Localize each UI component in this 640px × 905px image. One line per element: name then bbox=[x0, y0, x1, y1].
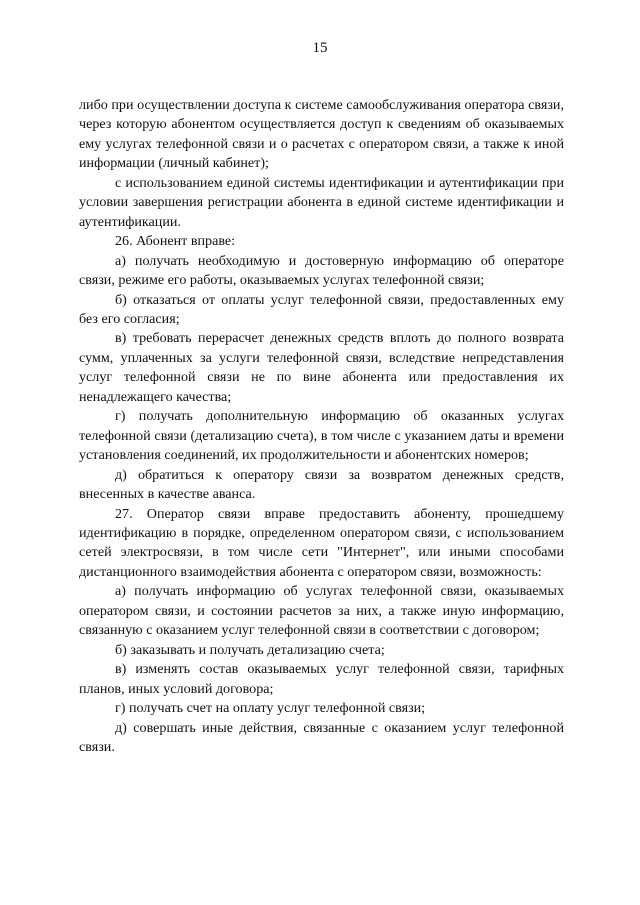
paragraph-esia: с использованием единой системы идентификации и аутентификации при условии завершения регистрации абонента в единой системе идентификации и аутентификации. bbox=[79, 174, 564, 230]
paragraph-26-a: а) получать необходимую и достоверную информацию об операторе связи, режиме его работы, оказываемых услугах телефонной связи; bbox=[79, 252, 564, 289]
paragraph-26-v: в) требовать перерасчет денежных средств вплоть до полного возврата сумм, уплаченных за услуги телефонной связи, вследствие непредставления услуг телефонной связи не по вине абонента или предоставления их ненадлежащего качества; bbox=[79, 330, 564, 405]
paragraph-27-v: в) изменять состав оказываемых услуг телефонной связи, тарифных планов, иных условий договора; bbox=[79, 661, 564, 697]
paragraph-27-g: г) получать счет на оплату услуг телефонной связи; bbox=[115, 700, 426, 717]
page-number: 15 bbox=[312, 40, 328, 56]
paragraph-access-continuation: либо при осуществлении доступа к системе самообслуживания оператора связи, через которую абонентом осуществляется доступ к сведениям об оказываемых ему услугах телефонной связи и о расчетах с оператором связи, а также к иной информации (личный кабинет); bbox=[79, 97, 564, 172]
paragraph-26-g: г) получать дополнительную информацию об оказанных услугах телефонной связи (детализацию счета), в том числе с указанием даты и времени установления соединений, их продолжительности и абонентских номеров; bbox=[79, 408, 564, 464]
paragraph-27-d: д) совершать иные действия, связанные с оказанием услуг телефонной связи. bbox=[79, 719, 564, 755]
document-body bbox=[79, 96, 564, 757]
paragraph-26-b: б) отказаться от оплаты услуг телефонной связи, предоставленных ему без его согласия; bbox=[79, 291, 564, 327]
paragraph-27-b: б) заказывать и получать детализацию счета; bbox=[115, 641, 385, 658]
paragraph-27-a: а) получать информацию об услугах телефонной связи, оказываемых оператором связи, и состоянии расчетов за них, а также иную информацию, связанную с оказанием услуг телефонной связи в соответствии с договором; bbox=[79, 583, 564, 639]
paragraph-26-d: д) обратиться к оператору связи за возвратом денежных средств, внесенных в качестве аванса. bbox=[79, 466, 564, 503]
paragraph-section-26-heading: 26. Абонент вправе: bbox=[115, 233, 236, 250]
paragraph-section-27-heading: 27. Оператор связи вправе предоставить абоненту, прошедшему идентификацию в порядке, определенном оператором связи, с использованием сетей электросвязи, в том числе сети "Интернет", или иными способами дистанционного взаимодействия абонента с оператором связи, возможность: bbox=[79, 505, 564, 580]
